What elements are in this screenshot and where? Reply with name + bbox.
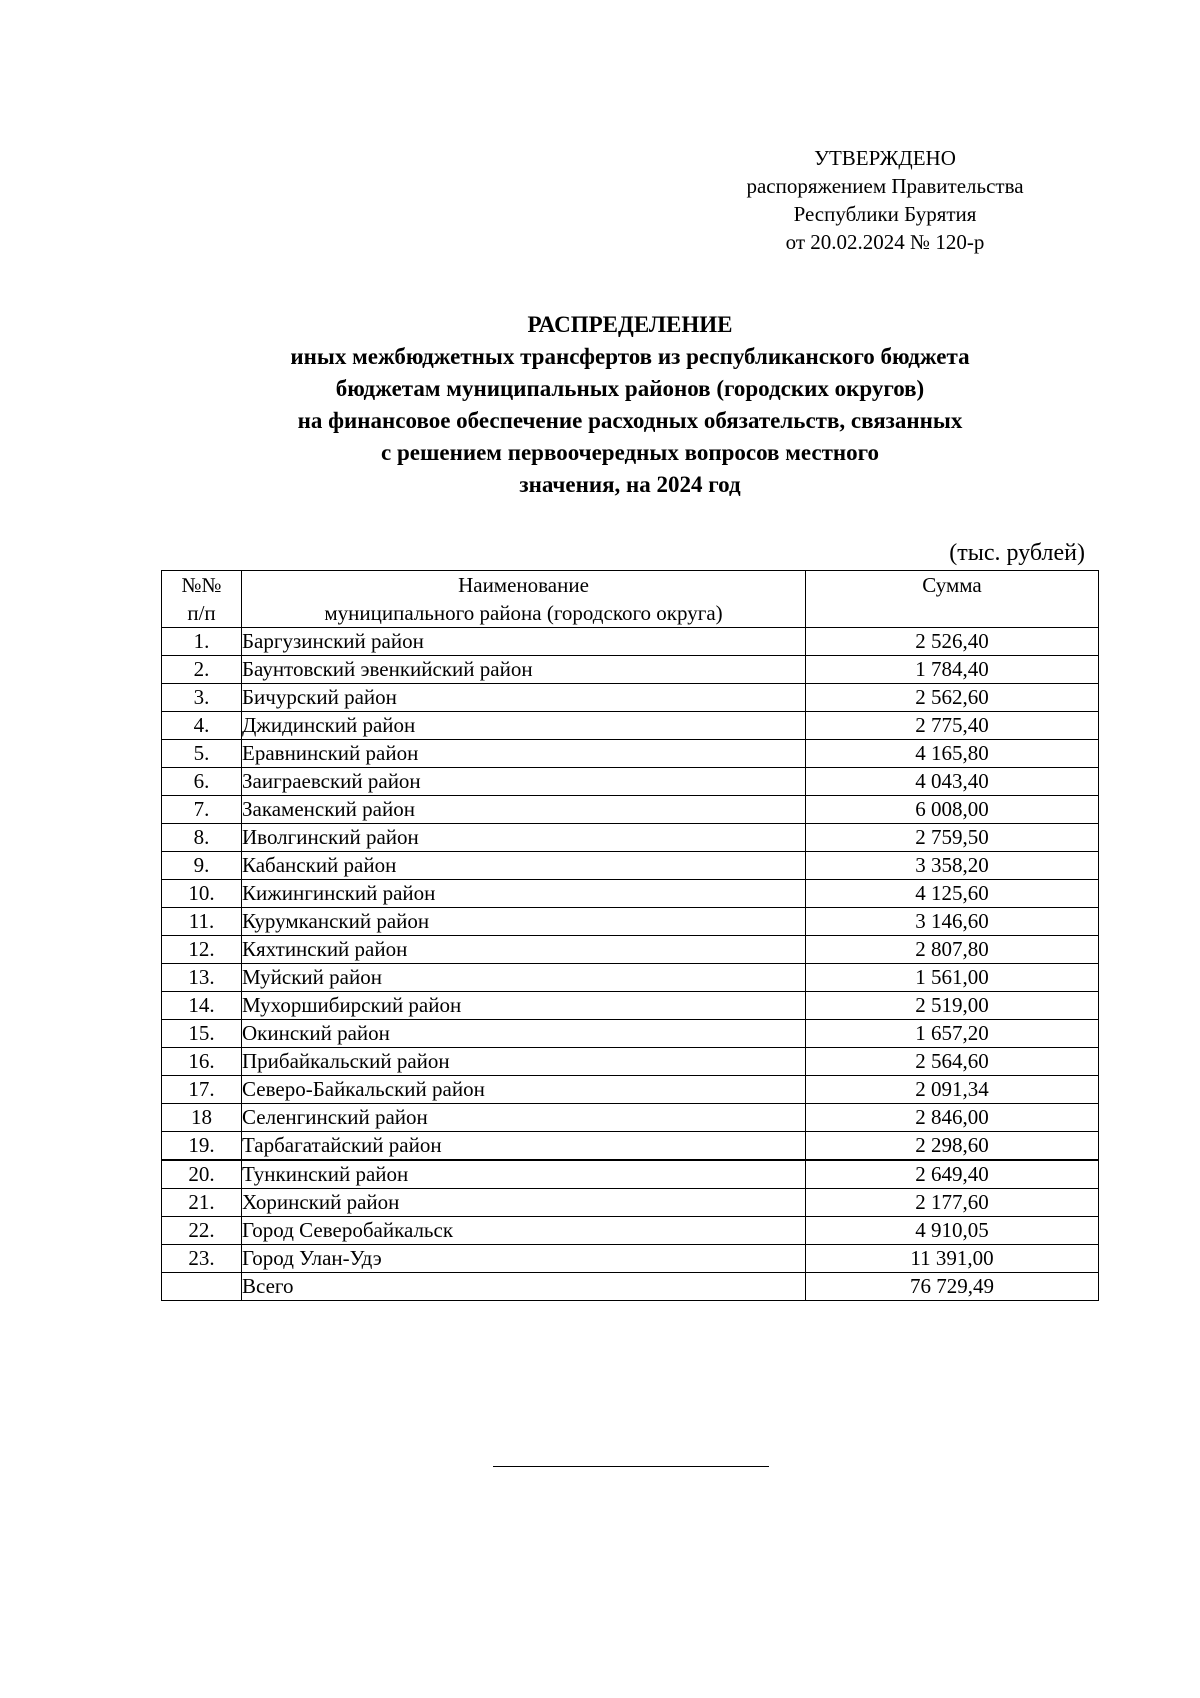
row-number: 21. <box>162 1189 242 1217</box>
row-amount: 2 519,00 <box>806 992 1099 1020</box>
row-municipality: Кижингинский район <box>242 880 806 908</box>
row-municipality: Иволгинский район <box>242 824 806 852</box>
approval-date-number: от 20.02.2024 № 120-р <box>785 230 985 254</box>
table-row <box>162 796 1099 824</box>
row-amount: 2 775,40 <box>806 712 1099 740</box>
table-row <box>162 628 1099 656</box>
table-row <box>162 880 1099 908</box>
row-municipality: Курумканский район <box>242 908 806 936</box>
row-amount: 1 561,00 <box>806 964 1099 992</box>
row-municipality: Всего <box>242 1273 806 1301</box>
row-number: 16. <box>162 1048 242 1076</box>
row-municipality: Окинский район <box>242 1020 806 1048</box>
table-header-row <box>162 571 1099 628</box>
row-amount: 76 729,49 <box>806 1273 1099 1301</box>
approval-heading: УТВЕРЖДЕНО <box>814 146 956 170</box>
row-municipality: Бичурский район <box>242 684 806 712</box>
table-row <box>162 768 1099 796</box>
table-row <box>162 1189 1099 1217</box>
table-row <box>162 1132 1099 1161</box>
row-municipality: Северо-Байкальский район <box>242 1076 806 1104</box>
row-amount: 2 562,60 <box>806 684 1099 712</box>
table-row <box>162 1076 1099 1104</box>
row-municipality: Хоринский район <box>242 1189 806 1217</box>
row-amount: 1 784,40 <box>806 656 1099 684</box>
table-row <box>162 908 1099 936</box>
title-line: значения, на 2024 год <box>519 472 741 497</box>
row-amount: 2 649,40 <box>806 1160 1099 1189</box>
row-municipality: Муйский район <box>242 964 806 992</box>
row-municipality: Селенгинский район <box>242 1104 806 1132</box>
title-line: РАСПРЕДЕЛЕНИЕ <box>527 312 733 337</box>
row-amount: 2 091,34 <box>806 1076 1099 1104</box>
row-municipality: Баргузинский район <box>242 628 806 656</box>
header-sum-label: Сумма <box>922 573 982 597</box>
table-row <box>162 656 1099 684</box>
row-amount: 2 526,40 <box>806 628 1099 656</box>
row-municipality: Город Улан-Удэ <box>242 1245 806 1273</box>
row-number: 7. <box>162 796 242 824</box>
header-number-line2: п/п <box>187 601 216 625</box>
table-row <box>162 992 1099 1020</box>
title-line: бюджетам муниципальных районов (городских округов) <box>335 376 925 401</box>
header-number-line1: №№ <box>181 573 222 597</box>
table-row <box>162 1020 1099 1048</box>
table-row <box>162 824 1099 852</box>
row-number: 10. <box>162 880 242 908</box>
table-row <box>162 964 1099 992</box>
distribution-table <box>161 570 1099 1301</box>
row-number <box>162 1273 242 1301</box>
row-number: 9. <box>162 852 242 880</box>
row-municipality: Закаменский район <box>242 796 806 824</box>
table-row <box>162 684 1099 712</box>
row-amount: 3 358,20 <box>806 852 1099 880</box>
table-row <box>162 1048 1099 1076</box>
document-title <box>0 309 1200 501</box>
row-amount: 4 125,60 <box>806 880 1099 908</box>
title-line: с решением первоочередных вопросов местного <box>380 440 879 465</box>
row-municipality: Джидинский район <box>242 712 806 740</box>
table-row <box>162 1245 1099 1273</box>
row-number: 8. <box>162 824 242 852</box>
row-municipality: Город Северобайкальск <box>242 1217 806 1245</box>
table-row <box>162 740 1099 768</box>
row-number: 19. <box>162 1132 242 1161</box>
row-amount: 2 807,80 <box>806 936 1099 964</box>
row-number: 1. <box>162 628 242 656</box>
header-sum <box>806 571 1099 628</box>
row-number: 20. <box>162 1160 242 1189</box>
row-number: 14. <box>162 992 242 1020</box>
table-body <box>162 628 1099 1301</box>
table-row <box>162 936 1099 964</box>
row-municipality: Кяхтинский район <box>242 936 806 964</box>
row-municipality: Тункинский район <box>242 1160 806 1189</box>
table-row <box>162 1104 1099 1132</box>
row-municipality: Прибайкальский район <box>242 1048 806 1076</box>
row-amount: 2 298,60 <box>806 1132 1099 1161</box>
row-amount: 3 146,60 <box>806 908 1099 936</box>
title-line: на финансовое обеспечение расходных обязательств, связанных <box>297 408 963 433</box>
row-amount: 2 564,60 <box>806 1048 1099 1076</box>
table-row <box>162 1160 1099 1189</box>
row-number: 5. <box>162 740 242 768</box>
approval-republic: Республики Бурятия <box>793 202 977 226</box>
header-number <box>162 571 242 628</box>
row-amount: 2 759,50 <box>806 824 1099 852</box>
row-number: 2. <box>162 656 242 684</box>
row-number: 6. <box>162 768 242 796</box>
units-label: (тыс. рублей) <box>949 540 1085 566</box>
row-amount: 4 043,40 <box>806 768 1099 796</box>
table-row <box>162 712 1099 740</box>
row-number: 4. <box>162 712 242 740</box>
row-amount: 11 391,00 <box>806 1245 1099 1273</box>
row-number: 12. <box>162 936 242 964</box>
row-municipality: Еравнинский район <box>242 740 806 768</box>
row-municipality: Заиграевский район <box>242 768 806 796</box>
row-municipality: Мухоршибирский район <box>242 992 806 1020</box>
row-number: 18 <box>162 1104 242 1132</box>
table-row <box>162 1217 1099 1245</box>
header-name-line2: муниципального района (городского округа) <box>324 601 723 625</box>
row-amount: 4 165,80 <box>806 740 1099 768</box>
row-municipality: Баунтовский эвенкийский район <box>242 656 806 684</box>
row-municipality: Тарбагатайский район <box>242 1132 806 1161</box>
total-row <box>162 1273 1099 1301</box>
row-amount: 6 008,00 <box>806 796 1099 824</box>
title-line: иных межбюджетных трансфертов из республиканского бюджета <box>290 344 970 369</box>
approval-issuer: распоряжением Правительства <box>746 174 1024 198</box>
row-number: 11. <box>162 908 242 936</box>
row-municipality: Кабанский район <box>242 852 806 880</box>
row-amount: 4 910,05 <box>806 1217 1099 1245</box>
row-amount: 1 657,20 <box>806 1020 1099 1048</box>
approval-stamp <box>720 144 1050 256</box>
header-name <box>242 571 806 628</box>
row-amount: 2 177,60 <box>806 1189 1099 1217</box>
row-number: 23. <box>162 1245 242 1273</box>
row-number: 17. <box>162 1076 242 1104</box>
row-number: 13. <box>162 964 242 992</box>
row-amount: 2 846,00 <box>806 1104 1099 1132</box>
header-name-line1: Наименование <box>458 573 589 597</box>
table-row <box>162 852 1099 880</box>
closing-rule <box>493 1466 769 1467</box>
row-number: 15. <box>162 1020 242 1048</box>
row-number: 3. <box>162 684 242 712</box>
row-number: 22. <box>162 1217 242 1245</box>
